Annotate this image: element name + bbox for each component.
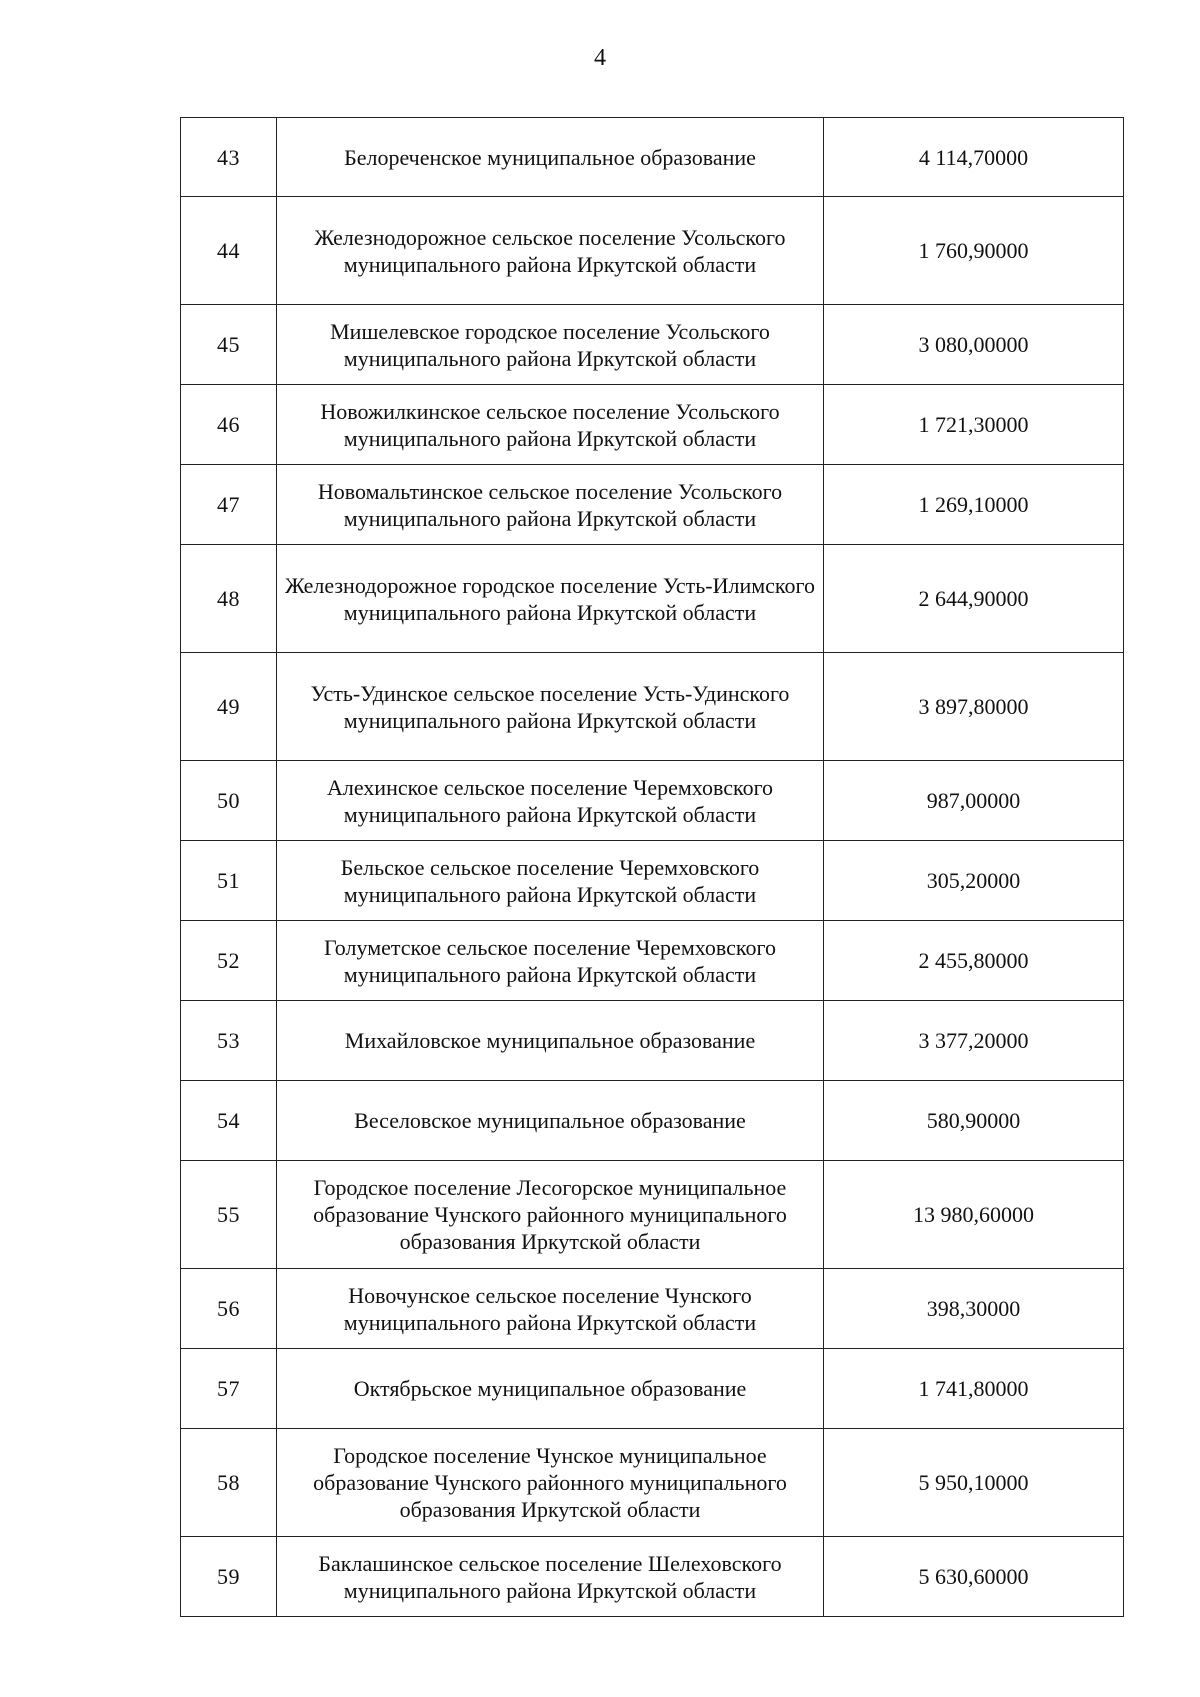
row-number-cell: 49	[181, 653, 277, 761]
row-number-cell: 44	[181, 197, 277, 305]
amount-cell: 3 897,80000	[824, 653, 1124, 761]
row-number-cell: 56	[181, 1269, 277, 1349]
amount-cell: 4 114,70000	[824, 118, 1124, 197]
amount-cell: 2 644,90000	[824, 545, 1124, 653]
amount-cell: 580,90000	[824, 1081, 1124, 1161]
table-row	[181, 1001, 1124, 1081]
table-row	[181, 1269, 1124, 1349]
page-number: 4	[594, 45, 606, 71]
municipality-name-cell: Михайловское муниципальное образование	[277, 1001, 824, 1081]
municipality-name-cell: Веселовское муниципальное образование	[277, 1081, 824, 1161]
row-number-cell: 58	[181, 1429, 277, 1537]
amount-cell: 3 080,00000	[824, 305, 1124, 385]
amount-cell: 398,30000	[824, 1269, 1124, 1349]
row-number-cell: 48	[181, 545, 277, 653]
row-number-cell: 54	[181, 1081, 277, 1161]
amount-cell: 2 455,80000	[824, 921, 1124, 1001]
table-row	[181, 1349, 1124, 1429]
row-number-cell: 52	[181, 921, 277, 1001]
municipality-name-cell: Новожилкинское сельское поселение Усольского муниципального района Иркутской области	[277, 385, 824, 465]
table-row	[181, 653, 1124, 761]
municipality-name-cell: Железнодорожное городское поселение Усть-Илимского муниципального района Иркутской области	[277, 545, 824, 653]
amount-cell: 1 721,30000	[824, 385, 1124, 465]
amount-cell: 5 630,60000	[824, 1537, 1124, 1617]
municipality-name-cell: Алехинское сельское поселение Черемховского муниципального района Иркутской области	[277, 761, 824, 841]
amount-cell: 13 980,60000	[824, 1161, 1124, 1269]
amount-cell: 1 741,80000	[824, 1349, 1124, 1429]
table-row	[181, 921, 1124, 1001]
municipality-name-cell: Голуметское сельское поселение Черемховского муниципального района Иркутской области	[277, 921, 824, 1001]
allocation-table	[180, 117, 1124, 1617]
table-row	[181, 1081, 1124, 1161]
municipality-name-cell: Железнодорожное сельское поселение Усольского муниципального района Иркутской области	[277, 197, 824, 305]
municipality-name-cell: Городское поселение Чунское муниципальное образование Чунского районного муниципального образования Иркутской области	[277, 1429, 824, 1537]
table-row	[181, 118, 1124, 197]
row-number-cell: 55	[181, 1161, 277, 1269]
table-row	[181, 197, 1124, 305]
row-number-cell: 43	[181, 118, 277, 197]
row-number-cell: 47	[181, 465, 277, 545]
table-row	[181, 305, 1124, 385]
row-number-cell: 45	[181, 305, 277, 385]
amount-cell: 987,00000	[824, 761, 1124, 841]
amount-cell: 305,20000	[824, 841, 1124, 921]
table-row	[181, 1429, 1124, 1537]
row-number-cell: 59	[181, 1537, 277, 1617]
table-row	[181, 1537, 1124, 1617]
amount-cell: 5 950,10000	[824, 1429, 1124, 1537]
amount-cell: 1 760,90000	[824, 197, 1124, 305]
table-row	[181, 841, 1124, 921]
table-row	[181, 545, 1124, 653]
municipality-name-cell: Баклашинское сельское поселение Шелеховского муниципального района Иркутской области	[277, 1537, 824, 1617]
municipality-name-cell: Новомальтинское сельское поселение Усольского муниципального района Иркутской области	[277, 465, 824, 545]
table-row	[181, 1161, 1124, 1269]
table-row	[181, 385, 1124, 465]
allocation-table-body	[181, 118, 1124, 1617]
table-row	[181, 761, 1124, 841]
row-number-cell: 51	[181, 841, 277, 921]
municipality-name-cell: Октябрьское муниципальное образование	[277, 1349, 824, 1429]
row-number-cell: 46	[181, 385, 277, 465]
municipality-name-cell: Городское поселение Лесогорское муниципальное образование Чунского районного муниципального образования Иркутской области	[277, 1161, 824, 1269]
amount-cell: 1 269,10000	[824, 465, 1124, 545]
municipality-name-cell: Новочунское сельское поселение Чунского муниципального района Иркутской области	[277, 1269, 824, 1349]
row-number-cell: 50	[181, 761, 277, 841]
row-number-cell: 53	[181, 1001, 277, 1081]
municipality-name-cell: Белореченское муниципальное образование	[277, 118, 824, 197]
municipality-name-cell: Усть-Удинское сельское поселение Усть-Удинского муниципального района Иркутской области	[277, 653, 824, 761]
amount-cell: 3 377,20000	[824, 1001, 1124, 1081]
municipality-name-cell: Мишелевское городское поселение Усольского муниципального района Иркутской области	[277, 305, 824, 385]
municipality-name-cell: Бельское сельское поселение Черемховского муниципального района Иркутской области	[277, 841, 824, 921]
row-number-cell: 57	[181, 1349, 277, 1429]
table-row	[181, 465, 1124, 545]
